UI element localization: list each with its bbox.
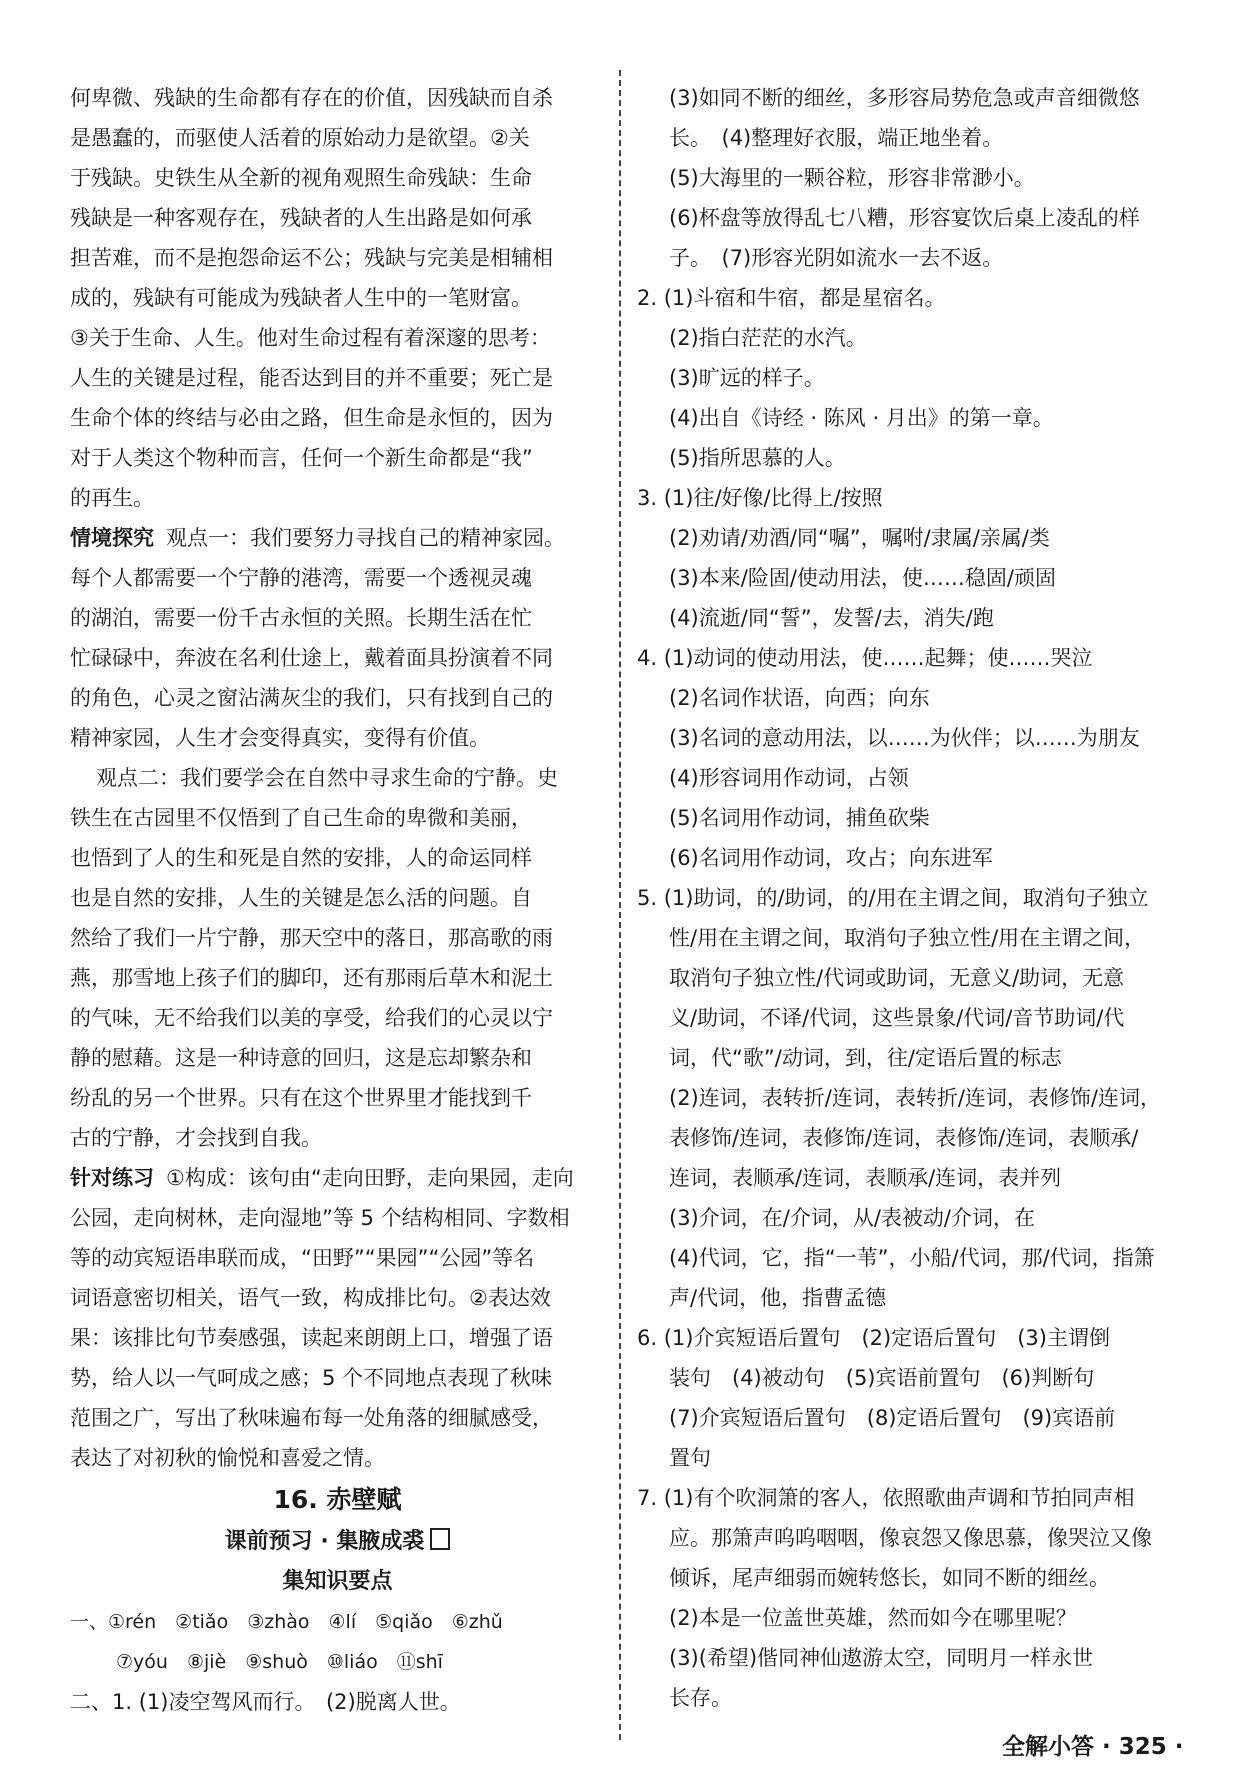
text-line: 精神家园，人生才会变得真实，变得有价值。 (70, 726, 490, 750)
answer-line: 7. (1)有个吹洞箫的客人，依照歌曲声调和节拍同声相 (637, 1486, 1135, 1510)
text-line: 也是自然的安排，人生的关键是怎么活的问题。自 (70, 886, 532, 910)
answer-line: (6)杯盘等放得乱七八糟，形容宴饮后桌上凌乱的样 (669, 206, 1140, 230)
square-icon (430, 1528, 450, 1550)
answer-line: 倾诉，尾声细弱而婉转悠长，如同不断的细丝。 (669, 1566, 1110, 1590)
text-line: 表达了对初秋的愉悦和喜爱之情。 (70, 1446, 385, 1470)
answer-line: (2)本是一位盖世英雄，然而如今在哪里呢？ (669, 1606, 1077, 1630)
text-line: 的气味，无不给我们以美的享受，给我们的心灵以宁 (70, 1006, 553, 1030)
text-line: 公园，走向树林，走向湿地”等 5 个结构相同、字数相 (70, 1206, 570, 1230)
text-line: 残缺是一种客观存在，残缺者的人生出路是如何承 (70, 206, 532, 230)
text-line: 是愚蠢的，而驱使人活着的原始动力是欲望。②关 (70, 126, 530, 150)
answer-line: 2. (1)斗宿和牛宿，都是星宿名。 (637, 286, 946, 310)
column-divider (619, 70, 621, 1740)
zhendui-first-line (70, 1158, 605, 1198)
text-line: 等的动宾短语串联而成，“田野”“果园”“公园”等名 (70, 1246, 535, 1270)
left-column (70, 78, 605, 1722)
text-line: 何卑微、残缺的生命都有存在的价值，因残缺而自杀 (70, 86, 553, 110)
text-line: 成的，残缺有可能成为残缺者人生中的一笔财富。 (70, 286, 532, 310)
section-title: 16. 赤壁赋 (273, 1485, 402, 1514)
text-line: 纷乱的另一个世界。只有在这个世界里才能找到千 (70, 1086, 532, 1110)
pinyin-line-1: 一、①rén ②tiǎo ③zhào ④lí ⑤qiǎo ⑥zhǔ (70, 1611, 503, 1633)
answer-line: (5)指所思慕的人。 (669, 446, 846, 470)
answer-line: (2)劝请/劝酒/同“嘱”，嘱咐/隶属/亲属/类 (669, 526, 1050, 550)
answer-line: 5. (1)助词，的/助词，的/用在主谓之间，取消句子独立 (637, 886, 1149, 910)
page-footer: 全解小答 · 325 · (1002, 1734, 1184, 1760)
text-line: 然给了我们一片宁静，那天空中的落日，那高歌的雨 (70, 926, 553, 950)
intro-text (70, 78, 605, 518)
qingjing-text (70, 558, 605, 758)
knowledge-points-title: 集知识要点 (282, 1569, 393, 1594)
answer-line: 义/助词，不译/代词，这些景象/代词/音节助词/代 (669, 1006, 1125, 1030)
text-line: 范围之广，写出了秋味遍布每一处角落的细腻感受， (70, 1406, 553, 1430)
answer-line: (3)介词，在/介词，从/表被动/介词，在 (669, 1206, 1035, 1230)
answer-line: 应。那箫声呜呜咽咽，像哀怨又像思慕，像哭泣又像 (669, 1526, 1152, 1550)
answer-line: 连词，表顺承/连词，表顺承/连词，表并列 (669, 1166, 1062, 1190)
text-line: 词语意密切相关，语气一致，构成排比句。②表达效 (70, 1286, 551, 1310)
right-column (637, 78, 1197, 1718)
answer-line: (3)旷远的样子。 (669, 366, 825, 390)
text-line: 对于人类这个物种而言，任何一个新生命都是“我” (70, 446, 533, 470)
answer-line: (2)名词作状语，向西；向东 (669, 686, 930, 710)
subsection-title (70, 1522, 605, 1562)
text-line: 静的慰藉。这是一种诗意的回归，这是忘却繁杂和 (70, 1046, 532, 1070)
text-line: 每个人都需要一个宁静的港湾，需要一个透视灵魂 (70, 566, 532, 590)
subsection-title-text: 课前预习 · 集腋成裘 (224, 1529, 425, 1554)
answer-line: 装句 (4)被动句 (5)宾语前置句 (6)判断句 (669, 1366, 1095, 1390)
answer-line: 子。 (7)形容光阴如流水一去不返。 (669, 246, 1004, 270)
text-line: 忙碌碌中，奔波在名利仕途上，戴着面具扮演着不同 (70, 646, 553, 670)
answer-line: (2)连词，表转折/连词，表转折/连词，表修饰/连词， (669, 1086, 1161, 1110)
text-line: 的湖泊，需要一份千古永恒的关照。长期生活在忙 (70, 606, 532, 630)
answer-line: 长。 (4)整理好衣服，端正地坐着。 (669, 126, 1004, 150)
text-line: 的角色，心灵之窗沾满灰尘的我们，只有找到自己的 (70, 686, 553, 710)
text-line: 也悟到了人的生和死是自然的安排，人的命运同样 (70, 846, 532, 870)
text-line: 于残缺。史铁生从全新的视角观照生命残缺：生命 (70, 166, 532, 190)
answer-line: 长存。 (669, 1686, 732, 1710)
answer-line: 声/代词，他，指曹孟德 (669, 1286, 887, 1310)
pinyin-line-2: ⑦yóu ⑧jiè ⑨shuò ⑩liáo ⑪shī (116, 1651, 443, 1673)
answer-line: 词，代“歌”/动词，到，往/定语后置的标志 (669, 1046, 1062, 1070)
answer-line: (2)指白茫茫的水汽。 (669, 326, 867, 350)
answer-line: (7)介宾短语后置句 (8)定语后置句 (9)宾语前 (669, 1406, 1116, 1430)
qingjing-first-line (70, 518, 605, 558)
answer-line: (4)流逝/同“誓”，发誓/去，消失/跑 (669, 606, 994, 630)
qingjing-view2-title: 观点二：我们要学会在自然中寻求生命的宁静。史 (96, 766, 558, 790)
answer-line: (5)名词用作动词，捕鱼砍柴 (669, 806, 930, 830)
text-line: 势，给人以一气呵成之感；5 个不同地点表现了秋味 (70, 1366, 553, 1390)
answer-line: 6. (1)介宾短语后置句 (2)定语后置句 (3)主谓倒 (637, 1326, 1110, 1350)
answer-line: (3)本来/险固/使动用法，使……稳固/顽固 (669, 566, 1056, 590)
answer-line: 取消句子独立性/代词或助词，无意义/助词，无意 (669, 966, 1125, 990)
zhendui-label: 针对练习 (70, 1166, 154, 1190)
qingjing-view1-title: 观点一：我们要努力寻找自己的精神家园。 (166, 526, 565, 550)
zhendui-text (70, 1198, 605, 1478)
answer-line: (3)如同不断的细丝，多形容局势危急或声音细微悠 (669, 86, 1140, 110)
answer-line: (3)(希望)偕同神仙遨游太空，同明月一样永世 (669, 1646, 1094, 1670)
zhendui-first: ①构成：该句由“走向田野，走向果园，走向 (166, 1166, 574, 1190)
text-line: 人生的关键是过程，能否达到目的并不重要；死亡是 (70, 366, 553, 390)
answer-line: 表修饰/连词，表修饰/连词，表修饰/连词，表顺承/ (669, 1126, 1139, 1150)
answer-line: 3. (1)往/好像/比得上/按照 (637, 486, 883, 510)
answer-line: (6)名词用作动词，攻占；向东进军 (669, 846, 993, 870)
answer-line: (4)代词，它，指“一苇”，小船/代词，那/代词，指箫 (669, 1246, 1155, 1270)
answer-line: 置句 (669, 1446, 711, 1470)
text-line: 铁生在古园里不仅悟到了自己生命的卑微和美丽， (70, 806, 532, 830)
text-line: 生命个体的终结与必由之路，但生命是永恒的，因为 (70, 406, 553, 430)
text-line: 的再生。 (70, 486, 154, 510)
text-line: 果：该排比句节奏感强，读起来朗朗上口，增强了语 (70, 1326, 553, 1350)
text-line: 古的宁静，才会找到自我。 (70, 1126, 322, 1150)
item-er-1: 二、1. (1)凌空驾风而行。 (2)脱离人世。 (70, 1690, 461, 1714)
answer-line: 4. (1)动词的使动用法，使……起舞；使……哭泣 (637, 646, 1093, 670)
answer-line: (4)出自《诗经 · 陈风 · 月出》的第一章。 (669, 406, 1054, 430)
answer-line: (4)形容词用作动词，占领 (669, 766, 909, 790)
qingjing-label: 情境探究 (70, 526, 154, 550)
text-line: 担苦难，而不是抱怨命运不公；残缺与完美是相辅相 (70, 246, 553, 270)
answer-line: (3)名词的意动用法，以……为伙伴；以……为朋友 (669, 726, 1140, 750)
answer-line: 性/用在主谓之间，取消句子独立性/用在主谓之间， (669, 926, 1146, 950)
qingjing-view2-text (70, 798, 605, 1158)
text-line: 燕，那雪地上孩子们的脚印，还有那雨后草木和泥土 (70, 966, 553, 990)
answer-line: (5)大海里的一颗谷粒，形容非常渺小。 (669, 166, 1035, 190)
text-line: ③关于生命、人生。他对生命过程有着深邃的思考： (70, 326, 551, 350)
